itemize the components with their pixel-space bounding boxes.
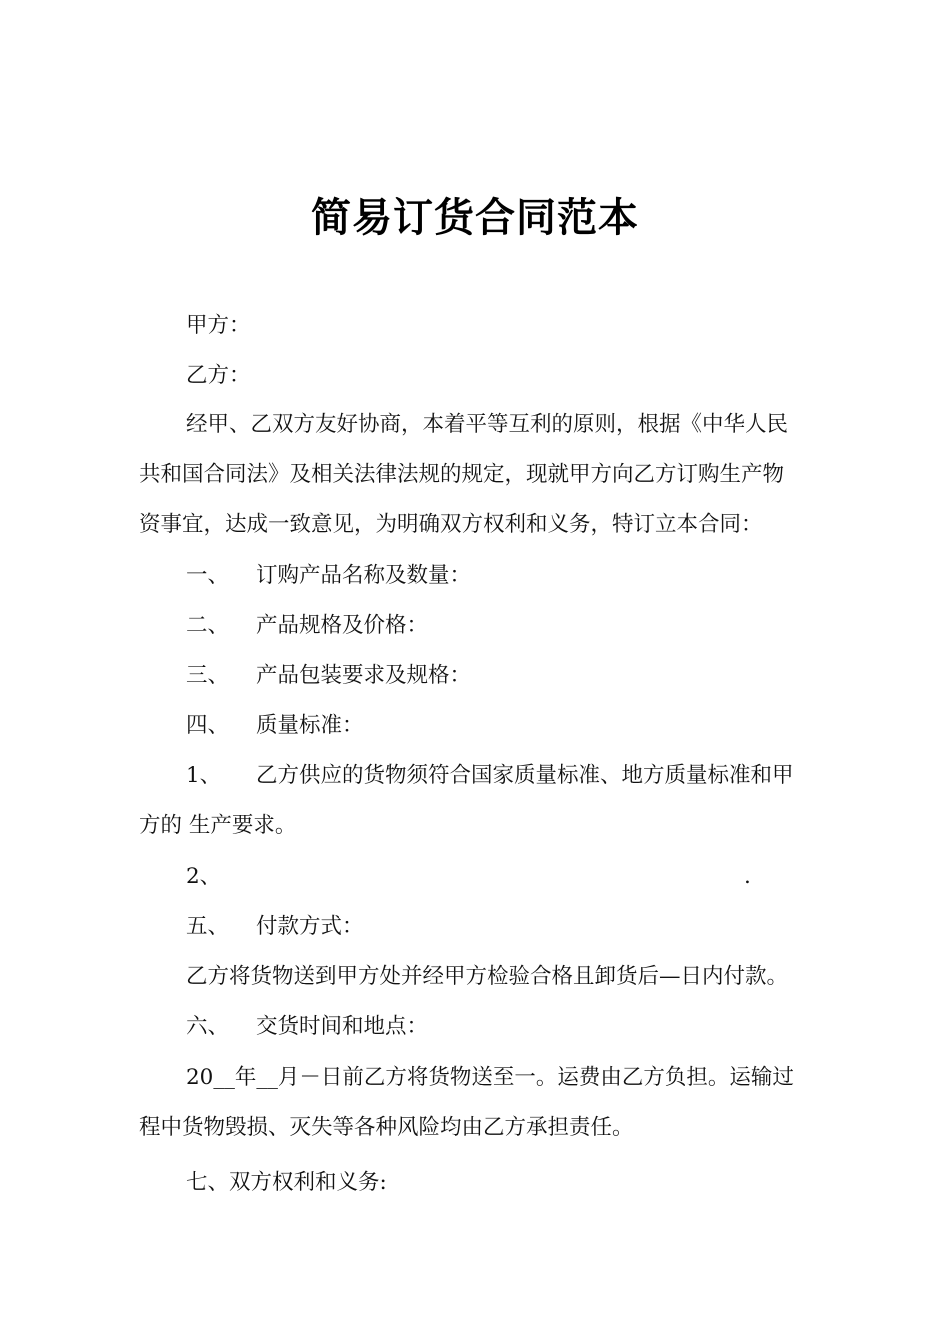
- intro-line-2: 共和国合同法》及相关法律法规的规定，现就甲方向乙方订购生产物: [139, 462, 785, 487]
- section-number: 五、: [186, 914, 230, 939]
- section-number: 三、: [186, 663, 230, 688]
- intro-line-1: 经甲、乙双方友好协商，本着平等互利的原则，根据《中华人民: [186, 412, 789, 437]
- section-item: [186, 1012, 428, 1042]
- section-heading: 交货时间和地点：: [256, 1014, 429, 1039]
- party-a-label: 甲方：: [186, 313, 251, 338]
- delivery-body-line-2: 程中货物毁损、灭失等各种风险均由乙方承担责任。: [139, 1115, 634, 1140]
- section-heading: 付款方式：: [256, 914, 364, 939]
- item-text: 乙方供应的货物须符合国家质量标准、地方质量标准和甲: [256, 763, 794, 788]
- section-heading: 产品规格及价格：: [256, 613, 429, 638]
- item-number: 1、: [186, 763, 222, 788]
- section-heading: 订购产品名称及数量：: [256, 563, 472, 588]
- quality-item-2-end: .: [744, 864, 751, 889]
- section-item: [186, 711, 364, 741]
- payment-body: 乙方将货物送到甲方处并经甲方检验合格且卸货后—日内付款。: [186, 964, 789, 989]
- section-number: 六、: [186, 1014, 230, 1039]
- section-number: 一、: [186, 563, 230, 588]
- section-heading: 产品包装要求及规格：: [256, 663, 472, 688]
- quality-item-1: [186, 761, 794, 791]
- section-item: [186, 661, 471, 691]
- section-item: [186, 912, 364, 942]
- section-item: [186, 561, 471, 591]
- section-number: 二、: [186, 613, 230, 638]
- section-number: 四、: [186, 713, 230, 738]
- quality-item-1-continued: 方的 生产要求。: [139, 813, 297, 838]
- section-heading: 质量标准：: [256, 713, 364, 738]
- document-title: 简易订货合同范本: [311, 195, 639, 241]
- party-b-label: 乙方：: [186, 363, 251, 388]
- intro-line-3: 资事宜，达成一致意见，为明确双方权利和义务，特订立本合同：: [139, 512, 763, 537]
- delivery-body-line-1: 20__年__月－日前乙方将货物送至一。运费由乙方负担。运输过: [186, 1065, 794, 1090]
- section-item: [186, 611, 428, 641]
- quality-item-2-number: 2、: [186, 864, 222, 889]
- section-heading-rights: 七、双方权利和义务:: [186, 1170, 387, 1195]
